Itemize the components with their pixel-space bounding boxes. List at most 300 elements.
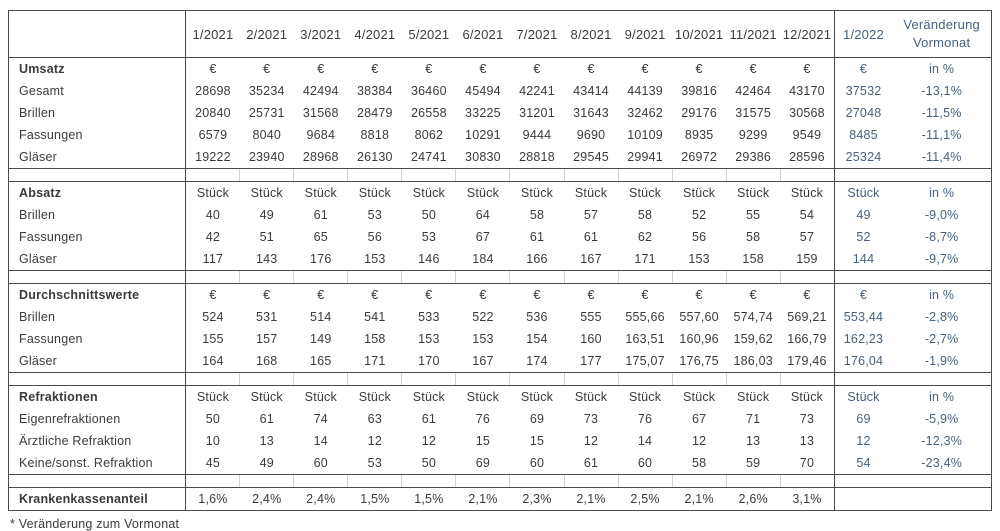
- gap-cell: [892, 169, 991, 182]
- gap-cell: [402, 475, 456, 488]
- gap-cell: [510, 271, 564, 284]
- current-value-cell: 144: [834, 248, 892, 271]
- value-cell: 20840: [195, 106, 231, 120]
- value-cell: 531: [256, 310, 278, 324]
- value-cell: 557,60: [679, 310, 719, 324]
- value-cell: 43414: [573, 84, 609, 98]
- current-value-cell: 52: [834, 226, 892, 248]
- value-cell: 42464: [735, 84, 772, 98]
- current-value-cell: 553,44: [834, 306, 892, 328]
- change-unit-cell: in %: [929, 186, 955, 200]
- month-header-cell: 5/2021: [402, 11, 456, 58]
- gap-cell: [402, 271, 456, 284]
- gap-cell: [348, 271, 402, 284]
- unit-cell: Stück: [250, 390, 283, 404]
- change-value-cell: -11,1%: [921, 128, 962, 142]
- value-cell: 149: [310, 332, 332, 346]
- unit-cell: Stück: [520, 390, 554, 404]
- value-cell: 50: [205, 412, 221, 426]
- value-cell: 61: [421, 412, 437, 426]
- gap-cell: [726, 169, 780, 182]
- row-label: Gläser: [9, 146, 186, 169]
- unit-cell: €: [803, 288, 811, 302]
- value-cell: 57: [583, 208, 599, 222]
- value-cell: 25731: [248, 106, 285, 120]
- value-cell: 164: [202, 354, 224, 368]
- value-cell: 9690: [576, 128, 606, 142]
- unit-cell: Stück: [520, 186, 554, 200]
- unit-cell: €: [263, 62, 271, 76]
- row-label: Gläser: [9, 248, 186, 271]
- month-header-cell: 8/2021: [564, 11, 618, 58]
- table-row: [9, 226, 992, 248]
- value-cell: 153: [364, 252, 386, 266]
- current-value-cell: 8485: [834, 124, 892, 146]
- value-cell: 171: [364, 354, 386, 368]
- table-row: [9, 408, 992, 430]
- value-cell: 171: [634, 252, 656, 266]
- value-cell: 54: [799, 208, 815, 222]
- value-cell: 159,62: [733, 332, 773, 346]
- unit-cell: Stück: [737, 390, 770, 404]
- unit-cell: €: [587, 288, 595, 302]
- gap-cell: [348, 169, 402, 182]
- row-label: Fassungen: [9, 328, 186, 350]
- value-cell: 167: [580, 252, 602, 266]
- value-cell: 160: [580, 332, 602, 346]
- gap-cell: [186, 373, 240, 386]
- value-cell: 42: [205, 230, 221, 244]
- gap-cell: [564, 373, 618, 386]
- value-cell: 12: [421, 434, 437, 448]
- value-cell: 45: [205, 456, 221, 470]
- gap-cell: [564, 475, 618, 488]
- value-cell: 167: [472, 354, 494, 368]
- change-value-cell: -2,7%: [924, 332, 959, 346]
- gap-cell: [9, 475, 186, 488]
- value-cell: 69: [475, 456, 491, 470]
- unit-cell: 2,1%: [576, 492, 606, 506]
- value-cell: 13: [746, 434, 761, 448]
- unit-cell: €: [371, 288, 379, 302]
- unit-cell: Stück: [466, 390, 500, 404]
- value-cell: 76: [475, 412, 491, 426]
- unit-cell: 2,3%: [522, 492, 552, 506]
- gap-cell: [672, 169, 726, 182]
- row-label: Fassungen: [9, 226, 186, 248]
- value-cell: 23940: [248, 150, 285, 164]
- gap-cell: [402, 373, 456, 386]
- unit-cell: €: [209, 288, 217, 302]
- value-cell: 53: [367, 456, 382, 470]
- value-cell: 163,51: [625, 332, 665, 346]
- month-header-cell: 10/2021: [672, 11, 726, 58]
- row-label: Fassungen: [9, 124, 186, 146]
- unit-cell: 2,4%: [306, 492, 336, 506]
- value-cell: 28479: [356, 106, 393, 120]
- value-cell: 15: [475, 434, 491, 448]
- value-cell: 59: [746, 456, 761, 470]
- unit-cell: Stück: [790, 186, 824, 200]
- gap-cell: [834, 271, 892, 284]
- gap-cell: [456, 475, 510, 488]
- value-cell: 58: [746, 230, 761, 244]
- unit-cell: Stück: [574, 390, 608, 404]
- unit-cell: €: [749, 62, 757, 76]
- value-cell: 60: [313, 456, 328, 470]
- gap-cell: [672, 475, 726, 488]
- value-cell: 31575: [735, 106, 772, 120]
- value-cell: 31201: [519, 106, 555, 120]
- gap-cell: [240, 475, 294, 488]
- change-header-line2: Vormonat: [913, 35, 971, 50]
- unit-cell: €: [533, 288, 541, 302]
- value-cell: 166: [526, 252, 548, 266]
- value-cell: 31568: [302, 106, 339, 120]
- value-cell: 28968: [302, 150, 339, 164]
- gap-cell: [186, 475, 240, 488]
- table-row: [9, 452, 992, 475]
- value-cell: 9684: [306, 128, 336, 142]
- section-header-row: [9, 58, 992, 81]
- unit-cell: 2,1%: [684, 492, 714, 506]
- value-cell: 50: [421, 456, 437, 470]
- value-cell: 50: [421, 208, 437, 222]
- section-gap-row: [9, 169, 992, 182]
- gap-cell: [294, 475, 348, 488]
- value-cell: 62: [637, 230, 653, 244]
- value-cell: 153: [472, 332, 494, 346]
- value-cell: 28596: [789, 150, 825, 164]
- unit-cell: Stück: [196, 186, 230, 200]
- gap-cell: [240, 271, 294, 284]
- value-cell: 12: [367, 434, 382, 448]
- unit-cell: €: [695, 62, 703, 76]
- unit-cell: Stück: [628, 390, 662, 404]
- current-unit-cell: €: [834, 284, 892, 307]
- unit-cell: Stück: [250, 186, 283, 200]
- gap-cell: [564, 271, 618, 284]
- value-cell: 533: [418, 310, 440, 324]
- value-cell: 170: [418, 354, 440, 368]
- gap-cell: [618, 475, 672, 488]
- value-cell: 51: [259, 230, 274, 244]
- value-cell: 176,75: [679, 354, 719, 368]
- month-header-cell: 1/2021: [186, 11, 240, 58]
- current-value-cell: 12: [834, 430, 892, 452]
- table-row: [9, 430, 992, 452]
- unit-cell: Stück: [628, 186, 662, 200]
- value-cell: 38384: [356, 84, 393, 98]
- value-cell: 49: [259, 456, 274, 470]
- gap-cell: [892, 373, 991, 386]
- value-cell: 70: [799, 456, 815, 470]
- gap-cell: [456, 169, 510, 182]
- value-cell: 8040: [252, 128, 282, 142]
- unit-cell: Stück: [790, 390, 824, 404]
- change-unit-cell: in %: [929, 288, 955, 302]
- value-cell: 73: [799, 412, 815, 426]
- value-cell: 40: [205, 208, 221, 222]
- gap-cell: [402, 169, 456, 182]
- value-cell: 157: [256, 332, 278, 346]
- current-value-cell: 27048: [834, 102, 892, 124]
- value-cell: 64: [475, 208, 491, 222]
- current-value-cell: 69: [834, 408, 892, 430]
- value-cell: 69: [529, 412, 545, 426]
- unit-cell: Stück: [412, 186, 446, 200]
- value-cell: 61: [583, 230, 599, 244]
- unit-cell: 1,6%: [198, 492, 228, 506]
- unit-cell: €: [641, 288, 649, 302]
- value-cell: 58: [529, 208, 545, 222]
- gap-cell: [892, 271, 991, 284]
- value-cell: 524: [202, 310, 224, 324]
- change-value-cell: -8,7%: [924, 230, 959, 244]
- current-value-cell: 49: [834, 204, 892, 226]
- gap-cell: [348, 373, 402, 386]
- unit-cell: 1,5%: [360, 492, 390, 506]
- value-cell: 174: [526, 354, 548, 368]
- unit-cell: €: [533, 62, 541, 76]
- value-cell: 45494: [465, 84, 501, 98]
- value-cell: 146: [418, 252, 440, 266]
- unit-cell: €: [587, 62, 595, 76]
- value-cell: 12: [583, 434, 599, 448]
- value-cell: 24741: [411, 150, 447, 164]
- value-cell: 35234: [248, 84, 285, 98]
- report-table: [8, 10, 992, 511]
- row-label: Keine/sonst. Refraktion: [9, 452, 186, 475]
- gap-cell: [726, 271, 780, 284]
- section-header-row: [9, 182, 992, 205]
- value-cell: 49: [259, 208, 274, 222]
- value-cell: 155: [202, 332, 224, 346]
- unit-cell: €: [209, 62, 217, 76]
- value-cell: 58: [637, 208, 653, 222]
- unit-cell: Stück: [358, 186, 391, 200]
- section-label: Durchschnittswerte: [9, 284, 186, 307]
- value-cell: 30830: [465, 150, 501, 164]
- change-value-cell: -11,5%: [921, 106, 962, 120]
- value-cell: 29176: [681, 106, 717, 120]
- unit-cell: €: [425, 62, 433, 76]
- value-cell: 32462: [627, 106, 663, 120]
- unit-cell: €: [371, 62, 379, 76]
- gap-cell: [834, 373, 892, 386]
- value-cell: 57: [799, 230, 815, 244]
- value-cell: 177: [580, 354, 602, 368]
- value-cell: 29386: [735, 150, 772, 164]
- value-cell: 9549: [792, 128, 822, 142]
- unit-cell: 3,1%: [792, 492, 822, 506]
- value-cell: 67: [691, 412, 707, 426]
- value-cell: 56: [691, 230, 707, 244]
- gap-cell: [672, 271, 726, 284]
- unit-cell: 2,1%: [468, 492, 498, 506]
- section-gap-row: [9, 475, 992, 488]
- value-cell: 61: [313, 208, 328, 222]
- value-cell: 176: [310, 252, 332, 266]
- unit-cell: €: [317, 288, 325, 302]
- current-unit-cell: [834, 488, 892, 511]
- unit-cell: Stück: [196, 390, 230, 404]
- gap-cell: [834, 475, 892, 488]
- value-cell: 159: [796, 252, 818, 266]
- value-cell: 42494: [302, 84, 339, 98]
- value-cell: 143: [256, 252, 278, 266]
- change-unit-cell: [892, 488, 991, 511]
- value-cell: 117: [202, 252, 224, 266]
- gap-cell: [348, 475, 402, 488]
- unit-cell: Stück: [358, 390, 391, 404]
- value-cell: 76: [637, 412, 653, 426]
- gap-cell: [780, 271, 834, 284]
- unit-cell: €: [317, 62, 325, 76]
- unit-cell: €: [749, 288, 757, 302]
- value-cell: 166,79: [787, 332, 827, 346]
- gap-cell: [834, 169, 892, 182]
- row-label: Eigenrefraktionen: [9, 408, 186, 430]
- gap-cell: [240, 169, 294, 182]
- month-header-cell: 12/2021: [780, 11, 834, 58]
- value-cell: 73: [583, 412, 599, 426]
- table-row: [9, 350, 992, 373]
- value-cell: 26972: [681, 150, 717, 164]
- section-header-row: [9, 284, 992, 307]
- value-cell: 28698: [195, 84, 231, 98]
- value-cell: 168: [256, 354, 278, 368]
- value-cell: 56: [367, 230, 382, 244]
- gap-cell: [892, 475, 991, 488]
- change-unit-cell: in %: [929, 62, 955, 76]
- unit-cell: 2,6%: [738, 492, 768, 506]
- gap-cell: [618, 373, 672, 386]
- value-cell: 39816: [681, 84, 717, 98]
- value-cell: 536: [526, 310, 548, 324]
- value-cell: 53: [367, 208, 382, 222]
- gap-cell: [294, 373, 348, 386]
- gap-cell: [726, 373, 780, 386]
- current-value-cell: 37532: [834, 80, 892, 102]
- value-cell: 154: [526, 332, 548, 346]
- value-cell: 53: [421, 230, 437, 244]
- gap-cell: [780, 169, 834, 182]
- unit-cell: Stück: [737, 186, 770, 200]
- gap-cell: [510, 373, 564, 386]
- gap-cell: [510, 169, 564, 182]
- unit-cell: €: [479, 62, 487, 76]
- change-value-cell: -9,0%: [924, 208, 959, 222]
- table-row: [9, 328, 992, 350]
- value-cell: 14: [637, 434, 653, 448]
- change-value-cell: -12,3%: [921, 434, 963, 448]
- value-cell: 14: [313, 434, 328, 448]
- value-cell: 71: [746, 412, 761, 426]
- current-unit-cell: €: [834, 58, 892, 81]
- unit-cell: Stück: [682, 186, 716, 200]
- corner-cell: [9, 11, 186, 58]
- gap-cell: [618, 169, 672, 182]
- unit-cell: 2,4%: [252, 492, 282, 506]
- value-cell: 33225: [465, 106, 501, 120]
- change-value-cell: -9,7%: [924, 252, 959, 266]
- section-label: Absatz: [9, 182, 186, 205]
- value-cell: 175,07: [625, 354, 665, 368]
- section-label: Krankenkassenanteil: [9, 488, 186, 511]
- value-cell: 60: [637, 456, 653, 470]
- month-header-cell: 11/2021: [726, 11, 780, 58]
- value-cell: 60: [529, 456, 545, 470]
- value-cell: 52: [691, 208, 707, 222]
- value-cell: 15: [529, 434, 545, 448]
- value-cell: 36460: [411, 84, 447, 98]
- value-cell: 31643: [573, 106, 609, 120]
- value-cell: 10: [205, 434, 221, 448]
- header-row: [9, 11, 992, 58]
- value-cell: 514: [310, 310, 332, 324]
- table-row: [9, 306, 992, 328]
- value-cell: 74: [313, 412, 328, 426]
- value-cell: 55: [746, 208, 761, 222]
- value-cell: 8062: [414, 128, 444, 142]
- change-header-line1: Veränderung: [903, 17, 980, 33]
- row-label: Brillen: [9, 204, 186, 226]
- change-unit-cell: in %: [929, 390, 955, 404]
- gap-cell: [618, 271, 672, 284]
- value-cell: 160,96: [679, 332, 719, 346]
- value-cell: 65: [313, 230, 328, 244]
- value-cell: 522: [472, 310, 494, 324]
- change-value-cell: -13,1%: [921, 84, 963, 98]
- value-cell: 555,66: [625, 310, 665, 324]
- gap-cell: [456, 271, 510, 284]
- gap-cell: [9, 373, 186, 386]
- unit-cell: Stück: [304, 186, 337, 200]
- gap-cell: [456, 373, 510, 386]
- value-cell: 153: [418, 332, 440, 346]
- value-cell: 30568: [789, 106, 825, 120]
- value-cell: 63: [367, 412, 382, 426]
- value-cell: 29545: [573, 150, 609, 164]
- unit-cell: Stück: [304, 390, 337, 404]
- month-header-cell: 7/2021: [510, 11, 564, 58]
- gap-cell: [726, 475, 780, 488]
- value-cell: 42241: [519, 84, 555, 98]
- table-row: [9, 102, 992, 124]
- value-cell: 13: [799, 434, 815, 448]
- change-value-cell: -5,9%: [924, 412, 959, 426]
- current-month-header-cell: 1/2022: [834, 11, 892, 58]
- month-header-cell: 6/2021: [456, 11, 510, 58]
- unit-cell: Stück: [412, 390, 446, 404]
- table-row: [9, 204, 992, 226]
- gap-cell: [780, 475, 834, 488]
- value-cell: 44139: [627, 84, 663, 98]
- value-cell: 28818: [519, 150, 555, 164]
- section-gap-row: [9, 373, 992, 386]
- gap-cell: [240, 373, 294, 386]
- value-cell: 26558: [411, 106, 447, 120]
- unit-cell: €: [425, 288, 433, 302]
- value-cell: 165: [310, 354, 332, 368]
- gap-cell: [9, 169, 186, 182]
- change-value-cell: -11,4%: [921, 150, 962, 164]
- unit-cell: Stück: [466, 186, 500, 200]
- value-cell: 10291: [465, 128, 501, 142]
- value-cell: 61: [259, 412, 274, 426]
- month-header-cell: 3/2021: [294, 11, 348, 58]
